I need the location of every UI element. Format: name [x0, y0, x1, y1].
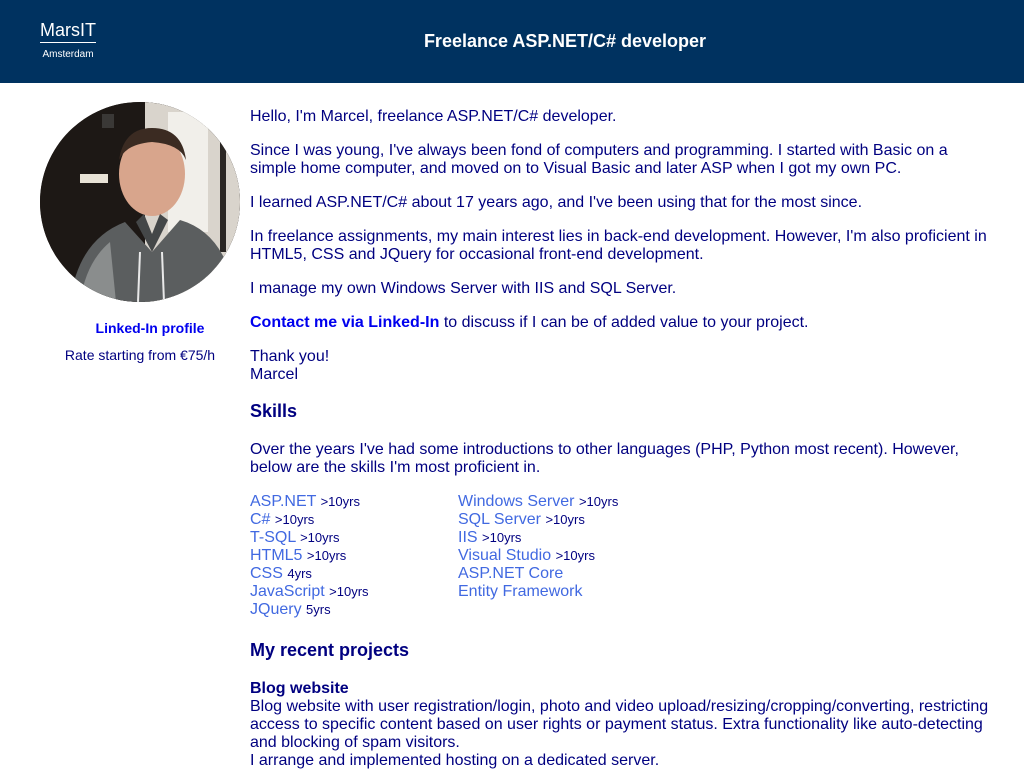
- skill-name[interactable]: JavaScript: [250, 583, 325, 600]
- skills-column-2: [458, 493, 666, 619]
- skill-years: >10yrs: [329, 584, 369, 599]
- skill-name[interactable]: ASP.NET Core: [458, 565, 564, 582]
- skill-item: [250, 547, 458, 565]
- skill-item: [250, 529, 458, 547]
- linkedin-profile-link[interactable]: Linked-In profile: [95, 320, 205, 336]
- project-item: [250, 680, 995, 770]
- skill-years: 5yrs: [306, 602, 331, 617]
- skill-years: >10yrs: [545, 512, 585, 527]
- skill-years: >10yrs: [482, 530, 522, 545]
- skills-heading: Skills: [250, 401, 298, 421]
- skill-name[interactable]: CSS: [250, 565, 283, 582]
- skill-item: [250, 511, 458, 529]
- skill-name[interactable]: Windows Server: [458, 493, 575, 510]
- main-content: [250, 108, 995, 770]
- skill-name[interactable]: C#: [250, 511, 271, 528]
- contact-linkedin-link[interactable]: Contact me via Linked-In: [250, 314, 440, 331]
- skill-item: [458, 565, 666, 583]
- skill-name[interactable]: JQuery: [250, 601, 302, 618]
- skill-years: >10yrs: [300, 530, 340, 545]
- skill-item: [250, 565, 458, 583]
- skill-years: >10yrs: [578, 494, 619, 509]
- skill-item: [250, 601, 458, 619]
- logo-city: Amsterdam: [42, 49, 94, 60]
- skill-name[interactable]: HTML5: [250, 547, 303, 564]
- greeting: Hello, I'm Marcel, freelance ASP.NET/C# developer.: [250, 108, 617, 125]
- skill-name[interactable]: ASP.NET: [250, 493, 317, 510]
- skill-item: [458, 493, 666, 511]
- skill-item: [458, 529, 666, 547]
- rate-text: Rate starting from €75/h: [64, 347, 216, 363]
- thanks-text: Thank you!: [250, 348, 330, 365]
- avatar: [40, 102, 240, 302]
- skill-item: [250, 583, 458, 601]
- intro-paragraph-2: I learned ASP.NET/C# about 17 years ago, and I've been using that for the most since.: [250, 194, 863, 211]
- site-header: [0, 0, 1024, 83]
- skills-list: [250, 493, 995, 619]
- project-hosting: I arrange and implemented hosting on a dedicated server.: [250, 752, 660, 769]
- skill-name[interactable]: T-SQL: [250, 529, 296, 546]
- project-title: Blog website: [250, 680, 349, 697]
- intro-paragraph-3: In freelance assignments, my main interest lies in back-end development. However, I'm also proficient in HTML5, CSS and JQuery for occasional front-end development.: [250, 228, 987, 263]
- closing: [250, 348, 995, 384]
- intro-paragraph-4: I manage my own Windows Server with IIS and SQL Server.: [250, 280, 677, 297]
- skill-item: [458, 583, 666, 601]
- skills-intro: Over the years I've had some introductions to other languages (PHP, Python most recent). However, below are the skills I'm most proficient in.: [250, 441, 959, 476]
- skill-name[interactable]: SQL Server: [458, 511, 541, 528]
- skill-years: >10yrs: [274, 512, 315, 527]
- intro-paragraph-1: Since I was young, I've always been fond of computers and programming. I started with Basic on a simple home computer, and moved on to Visual Basic and later ASP when I got my own PC.: [250, 142, 948, 177]
- contact-paragraph: [250, 314, 995, 332]
- skill-item: [250, 493, 458, 511]
- skill-years: >10yrs: [555, 548, 595, 563]
- contact-text: to discuss if I can be of added value to your project.: [439, 314, 809, 331]
- logo-link[interactable]: [40, 19, 96, 62]
- skill-item: [458, 547, 666, 565]
- projects-heading: My recent projects: [250, 640, 410, 660]
- skill-years: >10yrs: [320, 494, 360, 509]
- profile-photo: [40, 102, 240, 302]
- signature: Marcel: [250, 366, 299, 383]
- page-title: Freelance ASP.NET/C# developer: [423, 31, 707, 51]
- skill-years: 4yrs: [287, 566, 312, 581]
- skill-name[interactable]: IIS: [458, 529, 478, 546]
- skill-name[interactable]: Visual Studio: [458, 547, 552, 564]
- project-description: Blog website with user registration/login, photo and video upload/resizing/cropping/converting, restricting access to specific content based on user rights or payment status. Extra functionality like auto-detecting and blocking of spam visitors.: [250, 698, 989, 751]
- logo-name: MarsIT: [40, 19, 96, 43]
- skills-column-1: [250, 493, 458, 619]
- skill-name[interactable]: Entity Framework: [458, 583, 583, 600]
- skill-years: >10yrs: [306, 548, 347, 563]
- skill-item: [458, 511, 666, 529]
